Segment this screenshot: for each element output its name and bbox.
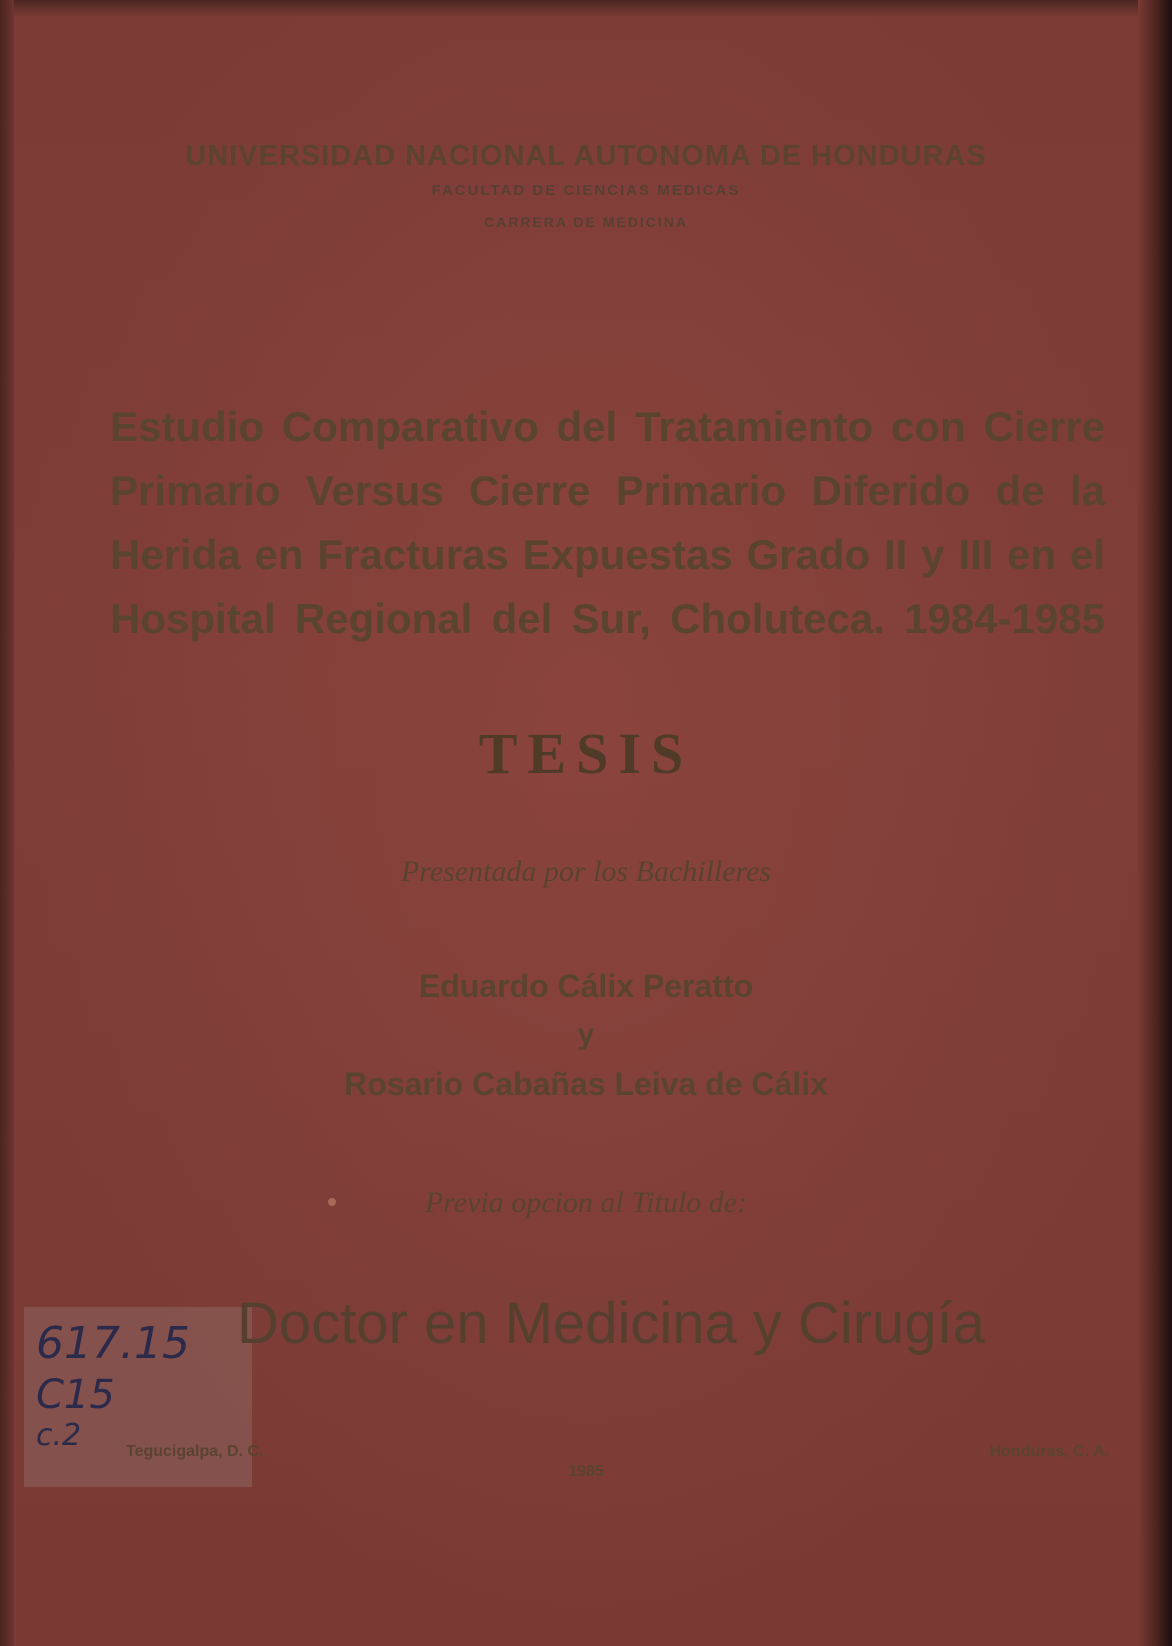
cover-spine-edge: [1138, 0, 1172, 1646]
faculty-name: FACULTAD DE CIENCIAS MEDICAS: [431, 182, 741, 199]
author-second: Rosario Cabañas Leiva de Cálix: [344, 1066, 828, 1102]
career-name: CARRERA DE MEDICINA: [484, 214, 688, 230]
cover-left-edge: [0, 0, 14, 1646]
publication-city: Tegucigalpa, D. C.: [126, 1443, 264, 1460]
publication-year: 1985: [568, 1463, 604, 1480]
author-conjunction: y: [577, 1018, 595, 1051]
thesis-title: Estudio Comparativo del Tratamiento con Cierre Primario Versus Cierre Primario Diferido de la Herida en Fracturas Expuestas Grado II y III en el Hospital Regional del Sur, Choluteca. 1984-1985: [110, 403, 1105, 642]
author-first: Eduardo Cálix Peratto: [418, 968, 754, 1004]
university-name: UNIVERSIDAD NACIONAL AUTONOMA DE HONDURAS: [185, 140, 987, 172]
call-number-line-3: c.2: [36, 1418, 82, 1453]
presented-by-line: Presentada por los Bachilleres: [400, 855, 772, 888]
document-type: TESIS: [478, 721, 694, 786]
degree-title: Doctor en Medicina y Cirugía: [237, 1291, 985, 1356]
previa-line: Previa opcion al Titulo de:: [424, 1186, 748, 1219]
cover-speck: [328, 1198, 336, 1206]
publication-country: Honduras, C. A.: [989, 1443, 1109, 1460]
cover-top-edge: [0, 0, 1172, 16]
call-number-line-1: 617.15: [36, 1318, 190, 1369]
call-number-line-2: C15: [36, 1372, 115, 1418]
